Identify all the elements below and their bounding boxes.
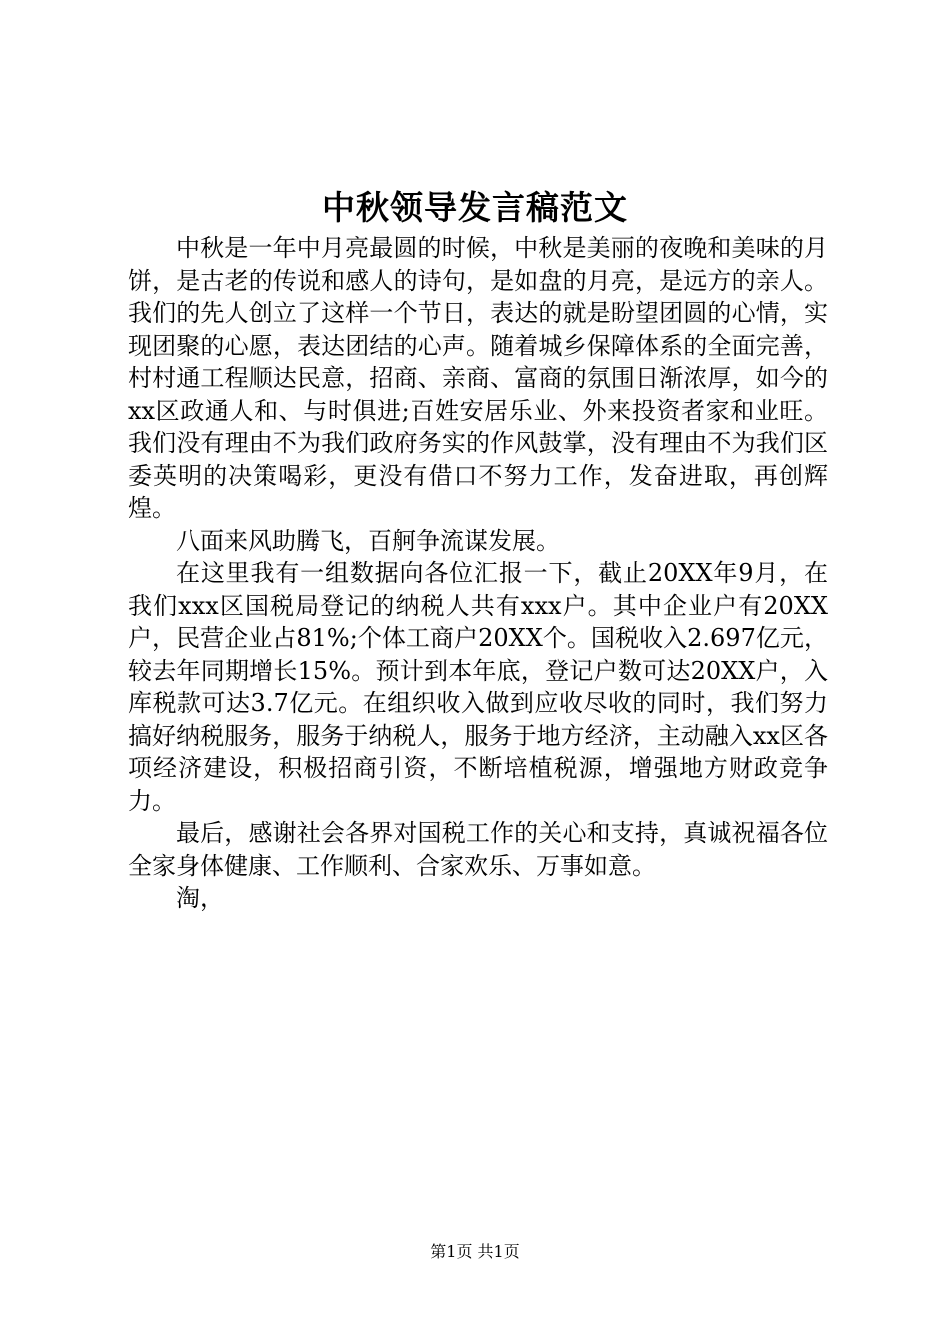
document-title: 中秋领导发言稿范文 (322, 188, 628, 227)
paragraph-5: 淘， (176, 884, 224, 912)
paragraph-3: 在这里我有一组数据向各位汇报一下，截止20XX年9月，在我们xxx区国税局登记的纳税人共有xxx户。其中企业户有20XX户，民营企业占81%;个体工商户20XX个。国税收入2.697亿元，较去年同期增长15%。预计到本年底，登记户数可达20XX户，入库税款可达3.7亿元。在组织收入做到应收尽收的同时，我们努力搞好纳税服务，服务于纳税人，服务于地方经济，主动融入xx区各项经济建设，积极招商引资，不断培植税源，增强地方财政竞争力。 (128, 559, 828, 815)
paragraph-4: 最后，感谢社会各界对国税工作的关心和支持，真诚祝福各位全家身体健康、工作顺利、合家欢乐、万事如意。 (128, 819, 828, 880)
page-footer: 第1页 共1页 (430, 1242, 520, 1261)
document-body (128, 232, 828, 915)
paragraph-1: 中秋是一年中月亮最圆的时候，中秋是美丽的夜晚和美味的月饼，是古老的传说和感人的诗句，是如盘的月亮，是远方的亲人。我们的先人创立了这样一个节日，表达的就是盼望团圆的心情，实现团聚的心愿，表达团结的心声。随着城乡保障体系的全面完善，村村通工程顺达民意，招商、亲商、富商的氛围日渐浓厚，如今的xx区政通人和、与时俱进;百姓安居乐业、外来投资者家和业旺。我们没有理由不为我们政府务实的作风鼓掌，没有理由不为我们区委英明的决策喝彩，更没有借口不努力工作，发奋进取，再创辉煌。 (128, 234, 828, 522)
paragraph-2: 八面来风助腾飞，百舸争流谋发展。 (176, 526, 560, 555)
